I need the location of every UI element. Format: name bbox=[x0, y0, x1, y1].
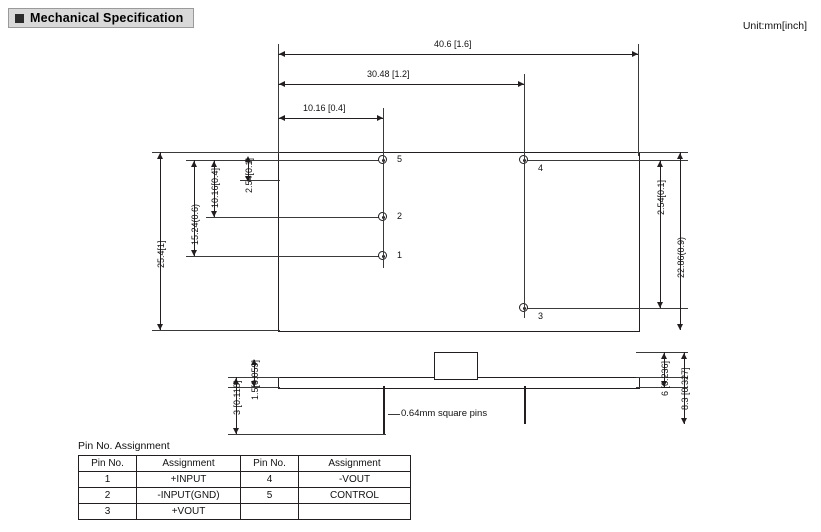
dim-arrow-bottom-3-0 bbox=[233, 428, 239, 434]
dim-arrow-top-22-86 bbox=[677, 153, 683, 159]
pin-assignment-table bbox=[78, 455, 411, 520]
cell-pin-no-2: 5 bbox=[241, 488, 299, 504]
dim-arrow-right-30-48 bbox=[518, 81, 524, 87]
dim-arrow-top-8-3 bbox=[681, 353, 687, 359]
dim-label-10-16-left: 10.16[0.4] bbox=[210, 167, 220, 208]
dim-label-25-4: 25.4[1] bbox=[156, 240, 166, 268]
dim-arrow-top-15-24 bbox=[191, 161, 197, 167]
pin-number-5: 5 bbox=[397, 154, 403, 164]
ext-line-top-25-4 bbox=[152, 152, 280, 153]
dim-arrow-top-25-4 bbox=[157, 153, 163, 159]
table-row bbox=[79, 504, 411, 520]
table-row bbox=[79, 472, 411, 488]
dim-arrow-top-6-0 bbox=[661, 353, 667, 359]
pin-number-3: 3 bbox=[538, 311, 544, 321]
cell-pin-no: 3 bbox=[79, 504, 137, 520]
component-block-side-view bbox=[434, 352, 478, 380]
pin-number-4: 4 bbox=[538, 163, 544, 173]
centerline-pin-column-left bbox=[383, 138, 384, 268]
note-square-pins: 0.64mm square pins bbox=[401, 408, 488, 419]
dim-arrow-left-30-48 bbox=[279, 81, 285, 87]
table-header-row bbox=[79, 456, 411, 472]
unit-note: Unit:mm[inch] bbox=[742, 20, 807, 32]
ext-line-10-16-bottom bbox=[206, 217, 384, 218]
dim-line-40-6 bbox=[278, 54, 638, 55]
cell-assignment-2: -VOUT bbox=[299, 472, 411, 488]
dim-label-10-16-top: 10.16 [0.4] bbox=[303, 103, 346, 113]
dim-arrow-bottom-25-4 bbox=[157, 324, 163, 330]
pin-number-2: 2 bbox=[397, 211, 403, 221]
ext-line-right-40 bbox=[638, 44, 639, 156]
pin-leg-left bbox=[383, 386, 385, 434]
dim-label-2-54-left: 2.54[0.1] bbox=[244, 157, 254, 193]
dim-arrow-bottom-22-86 bbox=[677, 324, 683, 330]
pin-number-1: 1 bbox=[397, 250, 403, 260]
dim-arrow-left-10-16-top bbox=[279, 115, 285, 121]
pin-assignment-section bbox=[78, 440, 411, 520]
dim-arrow-bottom-15-24 bbox=[191, 250, 197, 256]
cell-assignment-2 bbox=[299, 504, 411, 520]
dim-arrow-bottom-8-3 bbox=[681, 418, 687, 424]
col-header-assignment-1: Assignment bbox=[137, 456, 241, 472]
pin-table-title: Pin No. Assignment bbox=[78, 440, 170, 452]
dim-arrow-bottom-2-54-right bbox=[657, 302, 663, 308]
dim-arrow-left-40-6 bbox=[279, 51, 285, 57]
section-title: Mechanical Specification bbox=[30, 11, 184, 25]
dim-label-30-48: 30.48 [1.2] bbox=[367, 69, 410, 79]
dim-arrow-right-40-6 bbox=[632, 51, 638, 57]
cell-assignment: -INPUT(GND) bbox=[137, 488, 241, 504]
cell-assignment: +INPUT bbox=[137, 472, 241, 488]
dim-label-2-54-right: 2.54[0.1] bbox=[656, 179, 666, 215]
ext-line-15-24-bottom bbox=[186, 256, 384, 257]
ext-line-side-leg-bottom bbox=[228, 434, 386, 435]
dim-label-1-5: 1.5[0.059] bbox=[250, 359, 260, 400]
ext-line-bottom-25-4 bbox=[152, 330, 280, 331]
cell-pin-no: 1 bbox=[79, 472, 137, 488]
dim-arrow-top-10-16-left bbox=[211, 161, 217, 167]
ext-line-right-mid bbox=[524, 160, 688, 161]
ext-line-right-bottom bbox=[524, 308, 688, 309]
cell-pin-no: 2 bbox=[79, 488, 137, 504]
centerline-pin-column-right bbox=[524, 140, 525, 318]
leader-line-square-pins bbox=[388, 414, 400, 415]
dim-label-22-86: 22.86(0.9) bbox=[676, 236, 686, 278]
cell-assignment-2: CONTROL bbox=[299, 488, 411, 504]
table-row bbox=[79, 488, 411, 504]
col-header-pin-no-2: Pin No. bbox=[241, 456, 299, 472]
dim-arrow-bottom-10-16-left bbox=[211, 211, 217, 217]
dim-label-40-6: 40.6 [1.6] bbox=[434, 39, 472, 49]
dim-line-30-48 bbox=[278, 84, 524, 85]
dim-label-15-24: 15.24(0.6) bbox=[190, 203, 200, 245]
cell-assignment: +VOUT bbox=[137, 504, 241, 520]
bullet-square-icon bbox=[15, 14, 24, 23]
dim-arrow-top-2-54-right bbox=[657, 161, 663, 167]
dim-label-8-3: 8.3 [0.327] bbox=[680, 367, 690, 410]
cell-pin-no-2 bbox=[241, 504, 299, 520]
section-header bbox=[8, 8, 194, 28]
dim-label-3-0: 3 [0.118] bbox=[232, 380, 242, 415]
pin-leg-right bbox=[524, 386, 526, 424]
dim-label-6-0: 6 [0.236] bbox=[660, 360, 670, 396]
board-outline-top-view bbox=[278, 152, 640, 332]
col-header-assignment-2: Assignment bbox=[299, 456, 411, 472]
col-header-pin-no-1: Pin No. bbox=[79, 456, 137, 472]
cell-pin-no-2: 4 bbox=[241, 472, 299, 488]
dim-arrow-right-10-16-top bbox=[377, 115, 383, 121]
dim-line-10-16-top bbox=[278, 118, 383, 119]
